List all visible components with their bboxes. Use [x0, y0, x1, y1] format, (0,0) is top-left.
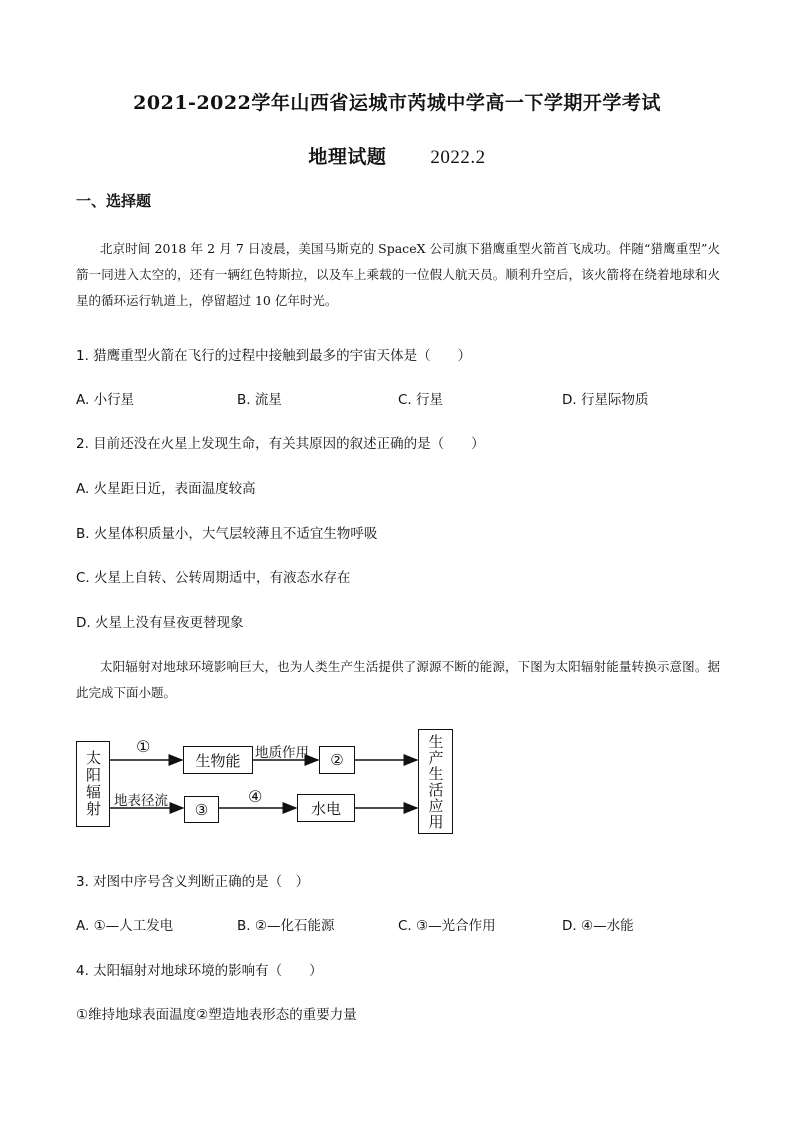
q4-statement-line: ①维持地球表面温度②塑造地表形态的重要力量 — [76, 1007, 357, 1023]
circle-2-box: ② — [319, 746, 355, 774]
exam-date: 2022.2 — [430, 147, 486, 168]
q3-option-a: A. ①—人工发电 — [76, 918, 174, 934]
question-4-stem: 4. 太阳辐射对地球环境的影响有（ ） — [76, 963, 323, 979]
question-2-stem: 2. 目前还没在火星上发现生命，有关其原因的叙述正确的是（ ） — [76, 436, 485, 452]
solar-radiation-box — [76, 741, 110, 827]
q1-option-a: A. 小行星 — [76, 392, 135, 408]
circle-3-box: ③ — [184, 796, 219, 823]
circle-4-label: ④ — [248, 787, 263, 806]
circle-1-label: ① — [136, 737, 151, 756]
passage-2: 太阳辐射对地球环境影响巨大，也为人类生产生活提供了源源不断的能源，下图为太阳辐射能量转换示意图。据此完成下面小题。 — [76, 659, 720, 700]
q2-option-a: A. 火星距日近，表面温度较高 — [76, 481, 256, 497]
q1-option-d: D. 行星际物质 — [562, 392, 649, 408]
geological-action-label: 地质作用 — [255, 745, 309, 761]
q2-option-b: B. 火星体积质量小，大气层较薄且不适宜生物呼吸 — [76, 526, 378, 542]
production-use-label: 生产生活应用 — [426, 733, 445, 830]
q1-option-c: C. 行星 — [398, 392, 444, 408]
section-heading: 一、选择题 — [76, 192, 152, 210]
question-1-stem: 1. 猎鹰重型火箭在飞行的过程中接触到最多的宇宙天体是（ ） — [76, 348, 472, 364]
solar-radiation-label: 太阳辐射 — [84, 750, 102, 818]
surface-runoff-label: 地表径流 — [114, 793, 168, 809]
exam-title: 2021-2022学年山西省运城市芮城中学高一下学期开学考试 — [133, 92, 661, 114]
bio-energy-box: 生物能 — [183, 746, 253, 774]
q3-option-b: B. ②—化石能源 — [237, 918, 335, 934]
q1-option-b: B. 流星 — [237, 392, 282, 408]
q3-option-d: D. ④—水能 — [562, 918, 634, 934]
q3-option-c: C. ③—光合作用 — [398, 918, 496, 934]
q2-option-c: C. 火星上自转、公转周期适中，有液态水存在 — [76, 570, 351, 586]
question-3-stem: 3. 对图中序号含义判断正确的是（ ） — [76, 874, 310, 890]
hydropower-box: 水电 — [297, 794, 355, 822]
subject-title: 地理试题 — [308, 146, 387, 168]
production-use-box — [418, 729, 453, 834]
passage-1: 北京时间 2018 年 2 月 7 日凌晨，美国马斯克的 SpaceX 公司旗下猎鹰重型火箭首飞成功。伴随“猎鹰重型”火箭一同进入太空的，还有一辆红色特斯拉，以及车上乘载的一位假人航天员。顺利升空后，该火箭将在绕着地球和火星的循环运行轨道上，停留超过 10 亿年时光。 — [76, 241, 720, 308]
q2-option-d: D. 火星上没有昼夜更替现象 — [76, 615, 244, 631]
